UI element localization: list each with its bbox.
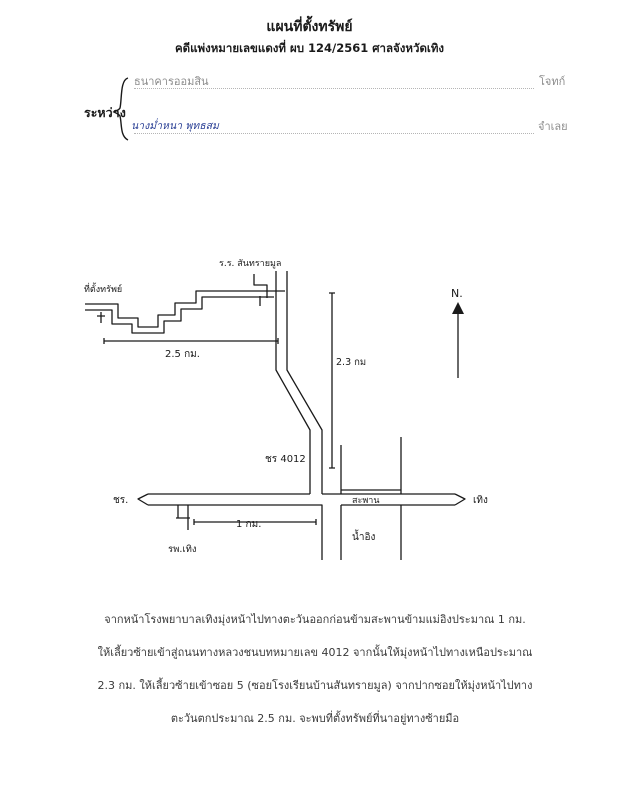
- east-direction-label: เทิง: [473, 495, 488, 506]
- property-marker: [97, 312, 105, 323]
- river-label: น้ำอิง: [352, 532, 376, 543]
- hospital-marker: [176, 505, 190, 530]
- distance-north-line: [329, 293, 335, 468]
- directions-line: จากหน้าโรงพยาบาลเทิงมุ่งหน้าไปทางตะวันออกก่อนข้ามสะพานข้ามแม่อิงประมาณ 1 กม.: [104, 613, 526, 626]
- directions-line: 2.3 กม. ให้เลี้ยวซ้ายเข้าซอย 5 (ซอยโรงเรียนบ้านสันทรายมูล) จากปากซอยให้มุ่งหน้าไปทาง: [97, 679, 533, 692]
- north-label: N.: [451, 287, 463, 300]
- north-arrow-head: [452, 302, 464, 314]
- directions-line: ตะวันตกประมาณ 2.5 กม. จะพบที่ตั้งทรัพย์ที่นาอยู่ทางซ้ายมือ: [170, 712, 460, 725]
- plaintiff-name: ธนาคารออมสิน: [134, 75, 209, 88]
- case-number: คดีแพ่งหมายเลขแดงที่ ผบ 124/2561 ศาลจังหวัดเทิง: [174, 41, 445, 55]
- directions-paragraph: [80, 603, 550, 735]
- school-marker: [254, 274, 267, 306]
- property-label: ที่ตั้งทรัพย์: [84, 285, 123, 295]
- plaintiff-role: โจทก์: [539, 75, 566, 88]
- hospital-label: รพ.เทิง: [168, 544, 197, 555]
- bridge-label: สะพาน: [352, 496, 380, 506]
- defendant-role: จำเลย: [538, 120, 568, 133]
- west-direction-label: ชร.: [113, 495, 129, 506]
- directions-line: ให้เลี้ยวซ้ายเข้าสู่ถนนทางหลวงชนบทหมายเลข 4012 จากนั้นให้มุ่งหน้าไปทางเหนือประมาณ: [97, 646, 533, 659]
- distance-east-label: 1 กม.: [236, 519, 262, 530]
- between-label: ระหว่าง: [84, 105, 126, 120]
- east-arrow: [455, 494, 465, 505]
- distance-north-label: 2.3 กม: [336, 357, 367, 368]
- page-title: แผนที่ตั้งทรัพย์: [266, 19, 353, 35]
- school-label: ร.ร. สันทรายมูล: [219, 259, 282, 269]
- distance-west-label: 2.5 กม.: [165, 349, 200, 360]
- west-arrow: [138, 494, 148, 505]
- defendant-name: นางม่ำหนา พุทธสม: [131, 120, 219, 132]
- road-4012-label: ชร 4012: [265, 454, 306, 465]
- distance-west-line: [104, 338, 278, 344]
